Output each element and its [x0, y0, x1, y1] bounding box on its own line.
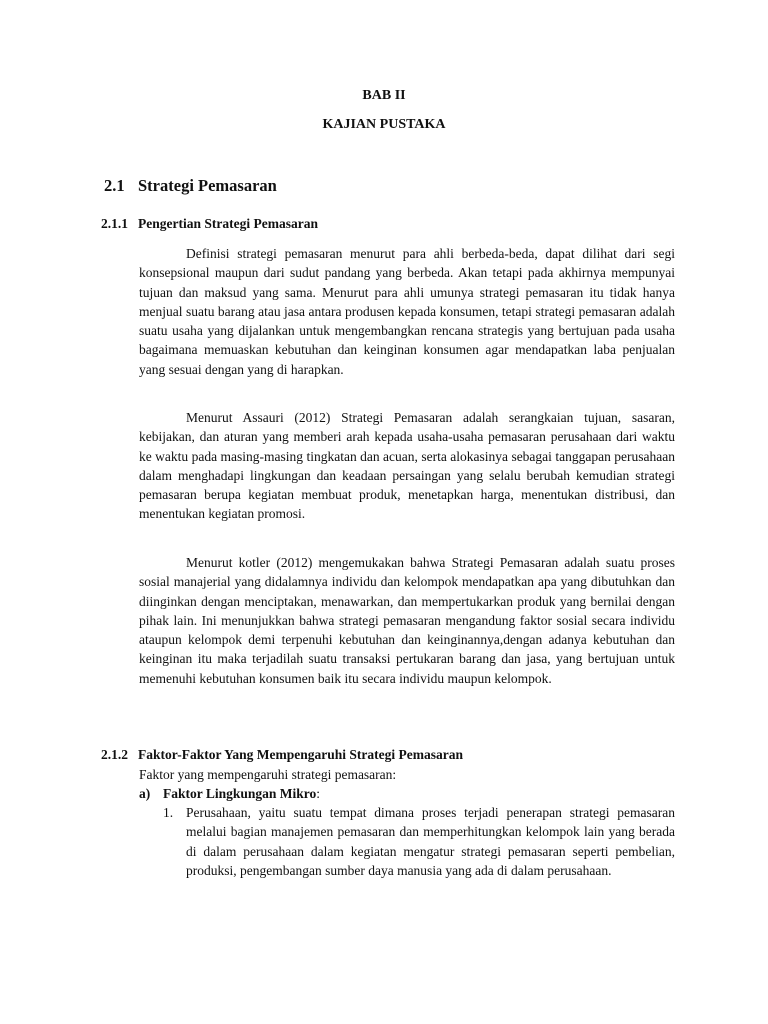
section-title: Strategi Pemasaran [138, 176, 277, 195]
subsection-2-heading [101, 747, 463, 763]
subheading-letter: a) [139, 786, 151, 801]
subsection-1-number: 2.1.1 [101, 216, 128, 231]
paragraph-assauri: Menurut Assauri (2012) Strategi Pemasaran adalah serangkaian tujuan, sasaran, kebijakan, dan aturan yang memberi arah kepada usaha-usaha pemasaran perusahaan dari waktu ke waktu pada masing-masing tingkatan dan acuan, serta alokasinya sebagai tanggapan perusahaan dalam menghadapi lingkungan dan keadaan persaingan yang selalu berubah kemudian strategi pemasaran berupa kegiatan membuat produk, menetapkan harga, menentukan distribusi, dan menentukan kegiatan promosi. [139, 410, 675, 522]
list-item-text: Perusahaan, yaitu suatu tempat dimana proses terjadi penerapan strategi pemasaran melalui bagian manajemen pemasaran dan memperhitungkan kelompok lain yang berada di dalam perusahaan dalam kegiatan mengatur strategi pemasaran seperti pembelian, produksi, pengembangan sumber daya manusia yang ada di dalam perusahaan. [186, 805, 675, 878]
section-number: 2.1 [104, 176, 125, 195]
list-item-number: 1. [163, 805, 174, 820]
chapter-title: KAJIAN PUSTAKA [322, 117, 446, 132]
paragraph-definisi: Definisi strategi pemasaran menurut para ahli berbeda-beda, dapat dilihat dari segi konsepsional maupun dari sudut pandang yang berbeda. Akan tetapi pada akhirnya mempunyai tujuan dan maksud yang sama. Menurut para ahli umunya strategi pemasaran itu tidak hanya menjual suatu barang atau jasa antara produsen kepada konsumen, tetapi strategi pemasaran adalah suatu usaha yang dijalankan untuk mengembangkan rencana strategis yang bertujuan pada usaha bagaimana memuaskan kebutuhan dan keinginan konsumen agar mendapatkan laba penjualan yang sesuai dengan yang di harapkan. [139, 246, 675, 377]
chapter-number: BAB II [362, 88, 406, 103]
subsection-1-title: Pengertian Strategi Pemasaran [138, 216, 318, 231]
subsection-1-heading [101, 216, 318, 232]
list-item [163, 803, 675, 880]
subsection-2-number: 2.1.2 [101, 747, 128, 762]
subsection-2-title: Faktor-Faktor Yang Mempengaruhi Strategi Pemasaran [138, 747, 463, 762]
subheading-lingkungan-mikro [139, 786, 320, 802]
subheading-colon: : [316, 786, 321, 801]
section-heading [104, 176, 277, 196]
subheading-title: Faktor Lingkungan Mikro [163, 786, 317, 801]
subsection-2-intro: Faktor yang mempengaruhi strategi pemasaran: [139, 767, 397, 782]
paragraph-kotler: Menurut kotler (2012) mengemukakan bahwa Strategi Pemasaran adalah suatu proses sosial manajerial yang didalamnya individu dan kelompok mendapatkan apa yang dibutuhkan dan diinginkan dengan menciptakan, menawarkan, dan mempertukarkan produk yang bernilai dengan pihak lain. Ini menunjukkan bahwa strategi pemasaran mengandung faktor sosial secara individu ataupun kelompok demi terpenuhi kebutuhan dan keinginannya,dengan adanya kebutuhan dan keinginan itu maka terjadilah suatu transaksi pertukaran barang dan jasa, yang bertujuan untuk memenuhi kebutuhan konsumen baik itu secara individu maupun kelompok. [139, 555, 675, 686]
